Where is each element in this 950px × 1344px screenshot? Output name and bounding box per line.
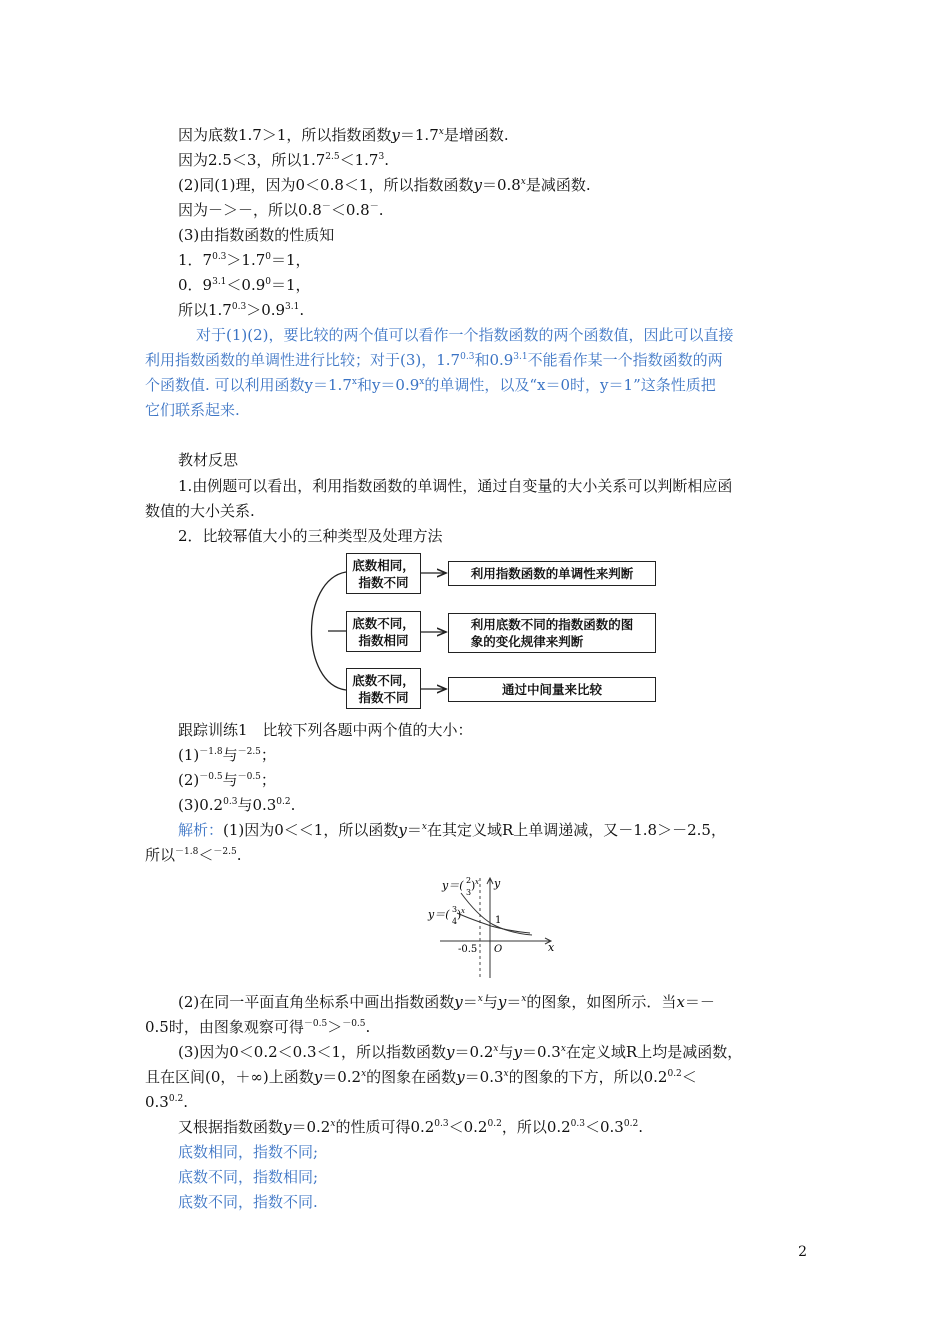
solution-line: 又根据指数函数$y=0.2^x$的性质可得$0.2^{0.3}<0.2^{0.2}$，所以$0.2^{0.3}<0.3^{0.2}$.: [178, 1118, 643, 1136]
question: $(1)^{-1.8}$与$^{-2.5}$；: [178, 746, 276, 764]
solution-line: $0.3^{0.2}$.: [145, 1093, 188, 1111]
flow-method-box: 利用指数函数的单调性来判断: [448, 561, 656, 586]
question: $(2)^{-0.5}$与$^{-0.5}$；: [178, 771, 276, 789]
page-number: 2: [798, 1244, 807, 1260]
text-line: 所以$1.7^{0.3}>0.9^{3.1}$.: [178, 301, 305, 319]
axis-x-label: x: [548, 941, 555, 954]
solution-line: 且在区间(0，＋∞)上函数$y=0.2^x$的图象在函数$y=0.3^x$的图象的下方，所以$0.2^{0.2}<$: [145, 1068, 697, 1086]
graph-label-bot-den: 4: [452, 917, 458, 926]
solution-line: 解析：(1)因为0＜＜1，所以函数y＝$^x$在其定义域R上单调递减，又－1.8＞－2.5，: [178, 821, 726, 839]
question: $(3)0.2^{0.3}$与$0.3^{0.2}$.: [178, 796, 296, 814]
section-heading: 教材反思: [178, 451, 239, 469]
flow-case-box: 底数不同， 指数不同: [346, 668, 421, 709]
flow-method-box: 利用底数不同的指数函数的图 象的变化规律来判断: [448, 613, 656, 653]
graph-label-top: y＝(: [442, 879, 464, 892]
graph-label-bot-exp: x: [461, 907, 465, 915]
text-line: 2．比较幂值大小的三种类型及处理方法: [178, 527, 443, 545]
text-line: 1．$7^{0.3}>1.7^0=1$，: [178, 251, 311, 269]
answer-line: 底数相同，指数不同;: [178, 1143, 319, 1161]
flow-case-box: 底数相同， 指数不同: [346, 553, 421, 594]
text-line: 0．$9^{3.1}<0.9^0=1$，: [178, 276, 311, 294]
note-line: 对于(1)(2)，要比较的两个值可以看作一个指数函数的两个函数值，因此可以直接: [196, 326, 734, 344]
flow-method-box: 通过中间量来比较: [448, 677, 656, 702]
text-line: 因为底数1.7＞1，所以指数函数$y=1.7^x$是增函数.: [178, 126, 509, 144]
answer-line: 底数不同，指数不同.: [178, 1193, 318, 1211]
solution-line: (2)在同一平面直角坐标系中画出指数函数y＝$^x$与y＝$^x$的图象，如图所示．当x＝－: [178, 993, 715, 1011]
tick-neg-half: -0.5: [458, 944, 478, 955]
graph-label-bot: y＝(: [428, 908, 450, 921]
graph-label-bot-num: 3: [452, 905, 458, 914]
text-line: (3)由指数函数的性质知: [178, 226, 335, 244]
tick-one: 1: [495, 915, 502, 926]
exercise-title: 跟踪训练1 比较下列各题中两个值的大小：: [178, 721, 473, 739]
note-line: 个函数值. 可以利用函数$y=1.7^x$和$y=0.9^x$的单调性，以及“x＝0时，y＝1”这条性质把: [145, 376, 716, 394]
axis-y-label: y: [494, 877, 501, 890]
graph-label-top-den: 3: [466, 888, 472, 897]
text-line: 因为－＞－，所以0.8－＜0.8－.: [178, 201, 384, 219]
solution-line: 所以$^{-1.8}$＜$^{-2.5}$.: [145, 846, 242, 864]
note-line: 它们联系起来.: [145, 401, 240, 419]
graph-label-bot-end: ): [457, 908, 462, 921]
flow-case-box: 底数不同， 指数相同: [346, 611, 421, 652]
graph-label-top-exp: x: [475, 878, 479, 886]
graph-label-top-end: ): [471, 879, 476, 892]
origin-label: O: [494, 944, 503, 955]
text-line: (2)同(1)理，因为0＜0.8＜1，所以指数函数$y=0.8^x$是减函数.: [178, 176, 591, 194]
text-line: 数值的大小关系.: [145, 502, 255, 520]
solution-line: 0.5时，由图象观察可得$^{-0.5}$＞$^{-0.5}$.: [145, 1018, 371, 1036]
note-line: 利用指数函数的单调性进行比较；对于(3)，$1.7^{0.3}$和$0.9^{3.1}$不能看作某一个指数函数的两: [145, 351, 723, 369]
graph-label-top-num: 2: [466, 876, 472, 885]
solution-line: (3)因为0＜0.2＜0.3＜1，所以指数函数$y=0.2^x$与$y=0.3^x$在定义域R上均是减函数，: [178, 1043, 743, 1061]
answer-line: 底数不同，指数相同;: [178, 1168, 319, 1186]
text-line: 1.由例题可以看出，利用指数函数的单调性，通过自变量的大小关系可以判断相应函: [178, 477, 733, 495]
text-line: 因为2.5＜3，所以$1.7^{2.5}<1.7^3$.: [178, 151, 389, 169]
